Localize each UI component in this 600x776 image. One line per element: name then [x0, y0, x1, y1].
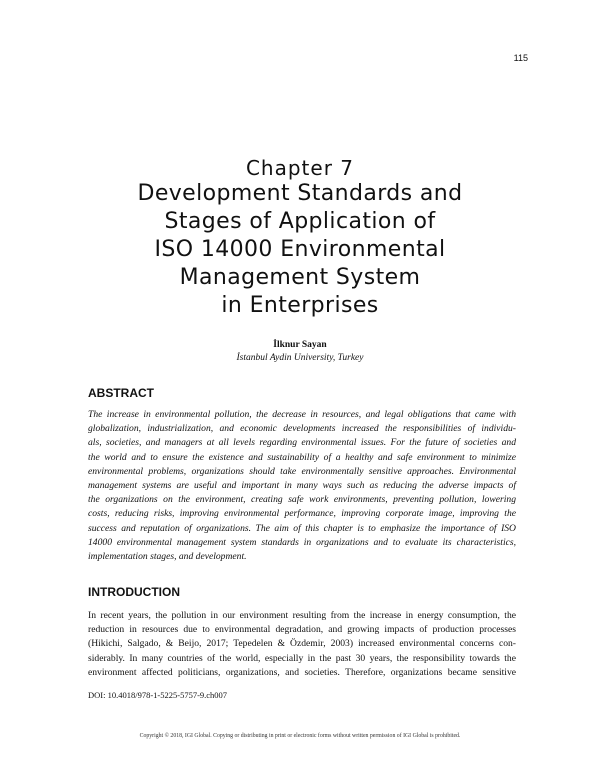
introduction-line: In recent years, the pollution in our environment resulting from the increase in energy consumption, the [88, 610, 516, 621]
introduction-heading: INTRODUCTION [88, 585, 180, 599]
author-name: İlknur Sayan [273, 340, 327, 350]
abstract-body [88, 408, 516, 564]
abstract-line: environmental problems, organizations should take environmentally sensitive approaches. Environmental [88, 465, 516, 477]
abstract-heading: ABSTRACT [88, 386, 154, 400]
chapter-title-line: Management System [179, 265, 421, 290]
abstract-line: the world and to ensure the existence and sustainability of a healthy and safe environment to minimize [88, 451, 516, 463]
doi: DOI: 10.4018/978-1-5225-5757-9.ch007 [88, 690, 228, 700]
chapter-title-line: in Enterprises [221, 293, 379, 318]
introduction-line: reduction in resources due to environmental degradation, and growing impacts of production processes [88, 624, 516, 636]
abstract-line: success and reputation of organizations. The aim of this chapter is to emphasize the importance of ISO [88, 522, 516, 534]
introduction-line: siderably. In many countries of the world, especially in the past 30 years, the responsibility towards the [88, 652, 516, 664]
abstract-line: implementation stages, and development. [88, 550, 247, 562]
page-number: 115 [513, 53, 528, 63]
copyright-notice: Copyright © 2018, IGI Global. Copying or distributing in print or electronic forms without written permission of IGI Global is prohibited. [139, 733, 461, 739]
chapter-title-line: Development Standards and [137, 181, 463, 206]
introduction-line: (Hikichi, Salgado, & Beijo, 2017; Tepedelen & Özdemir, 2003) increased environmental concerns con- [88, 638, 516, 650]
abstract-line: management systems are useful and important in many ways such as reducing the adverse impacts of [88, 479, 516, 491]
chapter-title [0, 180, 600, 320]
introduction-body [88, 609, 516, 680]
abstract-line: globalization, industrialization, and economic developments increased the responsibilities of individu- [88, 423, 516, 435]
abstract-line: 14000 environmental management system standards in organizations and to evaluate its characteristics, [88, 536, 516, 548]
abstract-line: the organizations on the environment, creating safe work environments, preventing pollution, lowering [88, 494, 516, 506]
abstract-line: als, societies, and managers at all levels regarding environmental issues. For the future of societies and [88, 437, 516, 449]
introduction-line: environment affected politicians, organizations, and societies. Therefore, organizations became sensitive [88, 666, 516, 678]
chapter-label: Chapter 7 [245, 156, 355, 180]
abstract-line: costs, reducing risks, improving environmental performance, improving corporate image, improving the [88, 508, 516, 520]
chapter-title-line: ISO 14000 Environmental [154, 237, 446, 262]
chapter-title-line: Stages of Application of [164, 209, 436, 234]
author-affiliation: İstanbul Aydin University, Turkey [236, 353, 364, 363]
abstract-line: The increase in environmental pollution, the decrease in resources, and legal obligations that came with [88, 409, 516, 420]
